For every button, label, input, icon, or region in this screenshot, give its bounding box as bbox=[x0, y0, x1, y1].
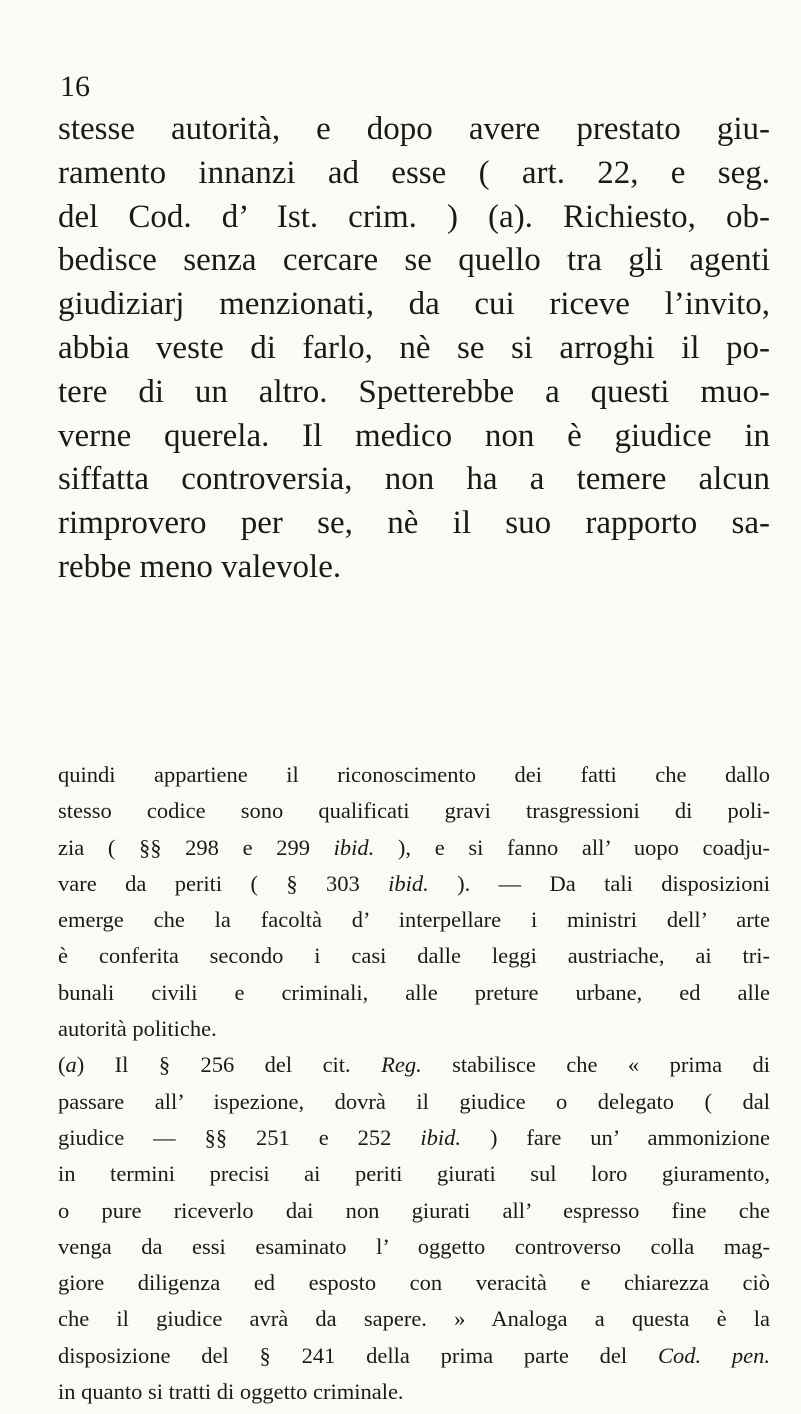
main-text-line: del Cod. d’ Ist. crim. ) (a). Richiesto, ob- bbox=[58, 198, 770, 235]
main-text bbox=[58, 108, 770, 590]
footnote-line: stesso codice sono qualificati gravi trasgressioni di poli- bbox=[58, 798, 770, 824]
footnote-line: o pure riceverlo dai non giurati all’ espresso fine che bbox=[58, 1197, 770, 1223]
main-text-line: tere di un altro. Spetterebbe a questi muo- bbox=[58, 373, 770, 410]
footnote-line: in quanto si tratti di oggetto criminale. bbox=[58, 1379, 404, 1405]
page-number: 16 bbox=[60, 70, 90, 103]
main-text-line: ramento innanzi ad esse ( art. 22, e seg. bbox=[58, 154, 770, 191]
footnote-line: quindi appartiene il riconoscimento dei fatti che dallo bbox=[58, 762, 770, 787]
main-text-line: rimprovero per se, nè il suo rapporto sa- bbox=[58, 505, 770, 542]
footnote-line: bunali civili e criminali, alle preture urbane, ed alle bbox=[58, 979, 770, 1005]
main-text-line: rebbe meno valevole. bbox=[58, 548, 342, 585]
main-text-line: verne querela. Il medico non è giudice in bbox=[58, 417, 770, 454]
footnote-line: (a) Il § 256 del cit. Reg. stabilisce che « prima di bbox=[58, 1052, 770, 1078]
footnote-line: giudice — §§ 251 e 252 ibid. ) fare un’ ammonizione bbox=[58, 1124, 770, 1150]
main-text-line: siffatta controversia, non ha a temere alcun bbox=[58, 461, 770, 498]
footnote-line: giore diligenza ed esposto con veracità e chiarezza ciò bbox=[58, 1270, 770, 1296]
footnote-line: che il giudice avrà da sapere. » Analoga a questa è la bbox=[58, 1306, 770, 1332]
footnote-line: zia ( §§ 298 e 299 ibid. ), e si fanno all’ uopo coadju- bbox=[58, 834, 770, 860]
main-text-line: giudiziarj menzionati, da cui riceve l’invito, bbox=[58, 286, 770, 323]
italic-text: Reg. bbox=[381, 1052, 422, 1078]
footnote-line: passare all’ ispezione, dovrà il giudice o delegato ( dal bbox=[58, 1088, 770, 1114]
italic-text: ibid. bbox=[420, 1124, 461, 1150]
footnotes bbox=[58, 757, 770, 1410]
main-text-line: abbia veste di farlo, nè se si arroghi il po- bbox=[58, 329, 770, 366]
italic-text: ibid. bbox=[333, 834, 375, 860]
italic-text: a bbox=[65, 1052, 77, 1078]
footnote-line: disposizione del § 241 della prima parte del Cod. pen. bbox=[58, 1342, 771, 1368]
footnote-line: è conferita secondo i casi dalle leggi austriache, ai tri- bbox=[58, 943, 770, 969]
italic-text: Cod. pen. bbox=[657, 1342, 771, 1368]
main-text-line: bedisce senza cercare se quello tra gli agenti bbox=[58, 242, 770, 279]
footnote-line: venga da essi esaminato l’ oggetto controverso colla mag- bbox=[58, 1233, 770, 1259]
footnote-line: vare da periti ( § 303 ibid. ). — Da tali disposizioni bbox=[58, 870, 770, 896]
footnote-line: autorità politiche. bbox=[58, 1016, 217, 1042]
italic-text: ibid. bbox=[388, 870, 429, 896]
main-text-line: stesse autorità, e dopo avere prestato giu- bbox=[58, 111, 770, 147]
footnote-line: emerge che la facoltà d’ interpellare i ministri dell’ arte bbox=[58, 907, 770, 933]
footnote-line: in termini precisi ai periti giurati sul loro giuramento, bbox=[58, 1161, 770, 1187]
